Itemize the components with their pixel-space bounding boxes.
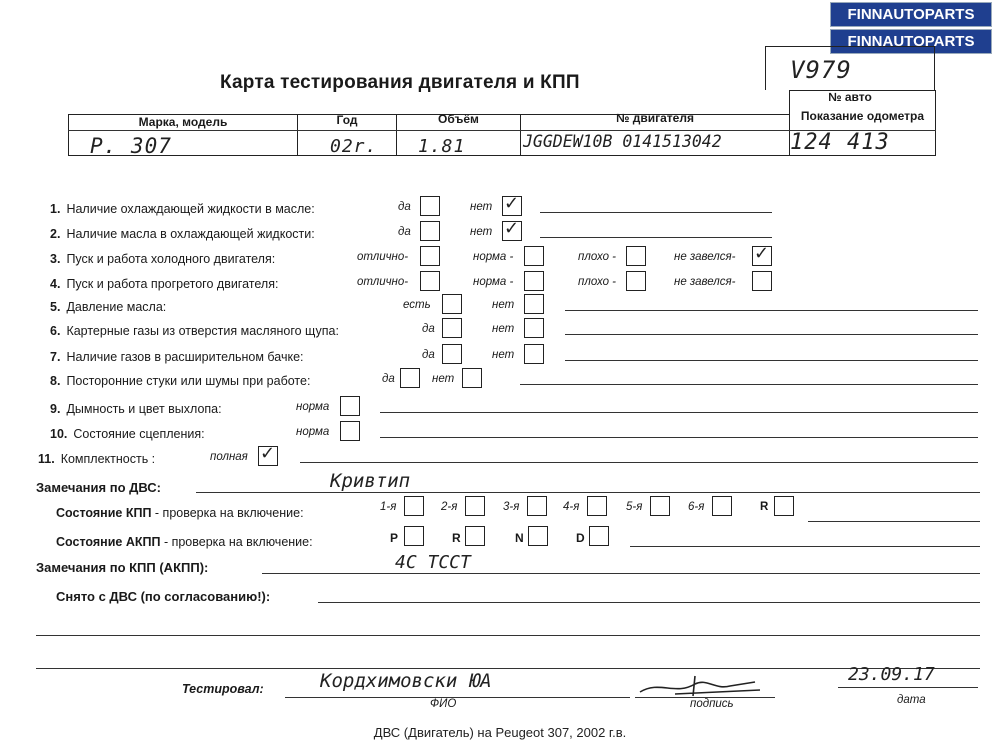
question-8-number: 8. [50, 374, 61, 388]
question-1-option-label: нет [470, 201, 493, 213]
removed-line [318, 602, 980, 603]
question-6-text: Картерные газы из отверстия масляного щупа: [66, 324, 339, 338]
akpp-gear-checkbox[interactable] [404, 526, 424, 546]
question-3-text: Пуск и работа холодного двигателя: [66, 252, 276, 266]
question-1-option-label: да [398, 201, 411, 213]
header-model: Марка, модель [138, 115, 228, 129]
question-2-text: Наличие масла в охлаждающей жидкости: [66, 227, 315, 241]
header-engine-number: № двигателя [616, 111, 694, 125]
fio-value: Кордхимовски ЮА [320, 670, 492, 692]
question-10-text: Состояние сцепления: [73, 427, 205, 441]
kpp-gear-checkbox[interactable] [774, 496, 794, 516]
value-engine-number: JGGDEW10B 0141513042 [523, 132, 722, 151]
kpp-suffix: - проверка на включение: [154, 506, 304, 520]
kpp-label [56, 506, 304, 520]
question-5-checkbox[interactable] [524, 294, 544, 314]
removed-label: Снято с ДВС (по согласованию!): [56, 589, 271, 604]
question-4-checkbox[interactable] [626, 271, 646, 291]
kpp-label-text: Состояние КПП [56, 506, 152, 520]
question-2-checkbox[interactable] [502, 218, 522, 241]
document-title: Карта тестирования двигателя и КПП [220, 72, 580, 93]
question-8-checkbox[interactable] [400, 368, 420, 388]
question-7-checkbox[interactable] [442, 344, 462, 364]
question-7-option-label: нет [492, 349, 515, 361]
value-volume: 1.81 [418, 136, 466, 157]
kpp-gear-checkbox[interactable] [527, 496, 547, 516]
question-11-checkbox[interactable] [258, 443, 278, 466]
value-odometer: 124 413 [790, 130, 890, 155]
question-5-option-label: есть [403, 299, 431, 311]
akpp-line [630, 546, 980, 547]
engine-remarks-label: Замечания по ДВС: [36, 480, 161, 495]
header-volume: Объём [438, 112, 479, 126]
question-9-number: 9. [50, 402, 61, 416]
question-4-text: Пуск и работа прогретого двигателя: [66, 277, 279, 291]
question-3-option-label: плохо - [578, 251, 616, 263]
question-8-checkbox[interactable] [462, 368, 482, 388]
kpp-remarks-value: 4С ТССТ [395, 552, 471, 573]
fio-label: ФИО [430, 698, 457, 710]
header-odometer: Показание одометра [800, 109, 925, 123]
date-label: дата [897, 694, 926, 706]
question-2-number: 2. [50, 227, 61, 241]
question-4-option-label: норма - [473, 276, 514, 288]
question-11-notes-line [300, 462, 978, 463]
question-8-text: Посторонние стуки или шумы при работе: [66, 374, 311, 388]
kpp-gear-label: 2-я [441, 501, 458, 513]
kpp-gear-label: 1-я [380, 501, 397, 513]
question-3-number: 3. [50, 252, 61, 266]
auto-number-value: V979 [790, 56, 852, 84]
question-1-text: Наличие охлаждающей жидкости в масле: [66, 202, 315, 216]
question-10-option-label: норма [296, 426, 330, 438]
watermark-line-2: FINNAUTOPARTS [830, 29, 992, 54]
question-7-checkbox[interactable] [524, 344, 544, 364]
akpp-gear-label: D [576, 531, 585, 545]
blank-line-1 [36, 635, 980, 636]
kpp-gear-checkbox[interactable] [650, 496, 670, 516]
question-8-option-label: нет [432, 373, 455, 385]
kpp-gear-checkbox[interactable] [465, 496, 485, 516]
question-2 [50, 227, 315, 241]
question-8-option-label: да [382, 373, 395, 385]
kpp-gear-checkbox[interactable] [712, 496, 732, 516]
tested-label: Тестировал: [182, 682, 264, 696]
question-5-number: 5. [50, 300, 61, 314]
akpp-suffix: - проверка на включение: [163, 535, 313, 549]
question-5-text: Давление масла: [66, 300, 167, 314]
checkmark-icon: ✓ [754, 243, 770, 264]
question-3-checkbox[interactable] [420, 246, 440, 266]
question-1-notes-line [540, 212, 772, 213]
akpp-label-text: Состояние АКПП [56, 535, 161, 549]
question-3-option-label: отлично- [357, 251, 409, 263]
fio-line [285, 697, 630, 698]
question-6 [50, 324, 339, 338]
question-2-checkbox[interactable] [420, 221, 440, 241]
question-4-checkbox[interactable] [420, 271, 440, 291]
question-3-checkbox[interactable] [626, 246, 646, 266]
question-2-option-label: нет [470, 226, 493, 238]
akpp-gear-checkbox[interactable] [589, 526, 609, 546]
date-line [838, 687, 978, 688]
question-9-checkbox[interactable] [340, 396, 360, 416]
vehicle-info-table [68, 104, 936, 156]
question-7-option-label: да [422, 349, 435, 361]
question-6-checkbox[interactable] [442, 318, 462, 338]
question-2-option-label: да [398, 226, 411, 238]
question-4-number: 4. [50, 277, 61, 291]
question-8-notes-line [520, 384, 978, 385]
question-6-notes-line [565, 334, 978, 335]
question-6-checkbox[interactable] [524, 318, 544, 338]
akpp-gear-checkbox[interactable] [528, 526, 548, 546]
question-9-notes-line [380, 412, 978, 413]
question-1 [50, 202, 315, 216]
question-6-option-label: да [422, 323, 435, 335]
checkmark-icon: ✓ [260, 443, 276, 464]
akpp-gear-label: R [452, 531, 461, 545]
kpp-gear-checkbox[interactable] [587, 496, 607, 516]
kpp-line [808, 521, 980, 522]
question-4 [50, 277, 278, 291]
question-3-option-label: не завелся- [674, 251, 736, 263]
question-9-option-label: норма [296, 401, 330, 413]
akpp-gear-label: P [390, 531, 399, 545]
question-4-checkbox[interactable] [524, 271, 544, 291]
watermark-line-1: FINNAUTOPARTS [830, 2, 992, 27]
question-7-number: 7. [50, 350, 61, 364]
question-3 [50, 252, 275, 266]
question-10 [50, 427, 205, 441]
value-year: 02r. [330, 136, 378, 157]
question-11-option-label: полная [210, 451, 248, 463]
akpp-gear-checkbox[interactable] [465, 526, 485, 546]
question-9 [50, 402, 222, 416]
signature-label: подпись [690, 698, 734, 710]
question-8 [50, 374, 310, 388]
question-4-option-label: отлично- [357, 276, 409, 288]
akpp-label [56, 535, 313, 549]
question-7-text: Наличие газов в расширительном бачке: [66, 350, 304, 364]
question-5-notes-line [565, 310, 978, 311]
checkmark-icon: ✓ [504, 193, 520, 214]
question-3-option-label: норма - [473, 251, 514, 263]
question-10-notes-line [380, 437, 978, 438]
kpp-gear-label: R [760, 501, 769, 513]
question-1-checkbox[interactable] [502, 193, 522, 216]
question-4-checkbox[interactable] [752, 271, 772, 291]
question-5-option-label: нет [492, 299, 515, 311]
auto-number-label: № авто [828, 90, 872, 104]
kpp-gear-label: 4-я [563, 501, 580, 513]
question-5-checkbox[interactable] [442, 294, 462, 314]
question-9-text: Дымность и цвет выхлопа: [66, 402, 222, 416]
blank-line-2 [36, 668, 980, 669]
date-value: 23.09.17 [848, 664, 935, 685]
question-7-notes-line [565, 360, 978, 361]
kpp-remarks-label: Замечания по КПП (АКПП): [36, 560, 209, 575]
question-2-notes-line [540, 237, 772, 238]
question-4-option-label: плохо - [578, 276, 616, 288]
question-6-option-label: нет [492, 323, 515, 335]
question-6-number: 6. [50, 324, 61, 338]
question-3-checkbox[interactable] [752, 243, 772, 266]
engine-remarks-line [196, 492, 980, 493]
question-5 [50, 300, 166, 314]
kpp-gear-checkbox[interactable] [404, 496, 424, 516]
kpp-remarks-line [262, 573, 980, 574]
kpp-gear-label: 3-я [503, 501, 520, 513]
kpp-gear-label: 5-я [626, 501, 643, 513]
question-3-checkbox[interactable] [524, 246, 544, 266]
header-year: Год [336, 113, 358, 127]
question-11-text: Комплектность : [60, 452, 156, 466]
question-7 [50, 350, 304, 364]
value-model: P. 307 [90, 134, 172, 158]
question-11 [38, 452, 155, 466]
question-4-option-label: не завелся- [674, 276, 736, 288]
question-1-number: 1. [50, 202, 61, 216]
page-caption: ДВС (Двигатель) на Peugeot 307, 2002 г.в. [373, 725, 627, 740]
question-1-checkbox[interactable] [420, 196, 440, 216]
question-10-number: 10. [50, 427, 68, 441]
question-10-checkbox[interactable] [340, 421, 360, 441]
akpp-gear-label: N [515, 531, 524, 545]
checkmark-icon: ✓ [504, 218, 520, 239]
engine-remarks-value: Кривтип [330, 470, 411, 492]
kpp-gear-label: 6-я [688, 501, 705, 513]
question-11-number: 11. [38, 452, 55, 466]
